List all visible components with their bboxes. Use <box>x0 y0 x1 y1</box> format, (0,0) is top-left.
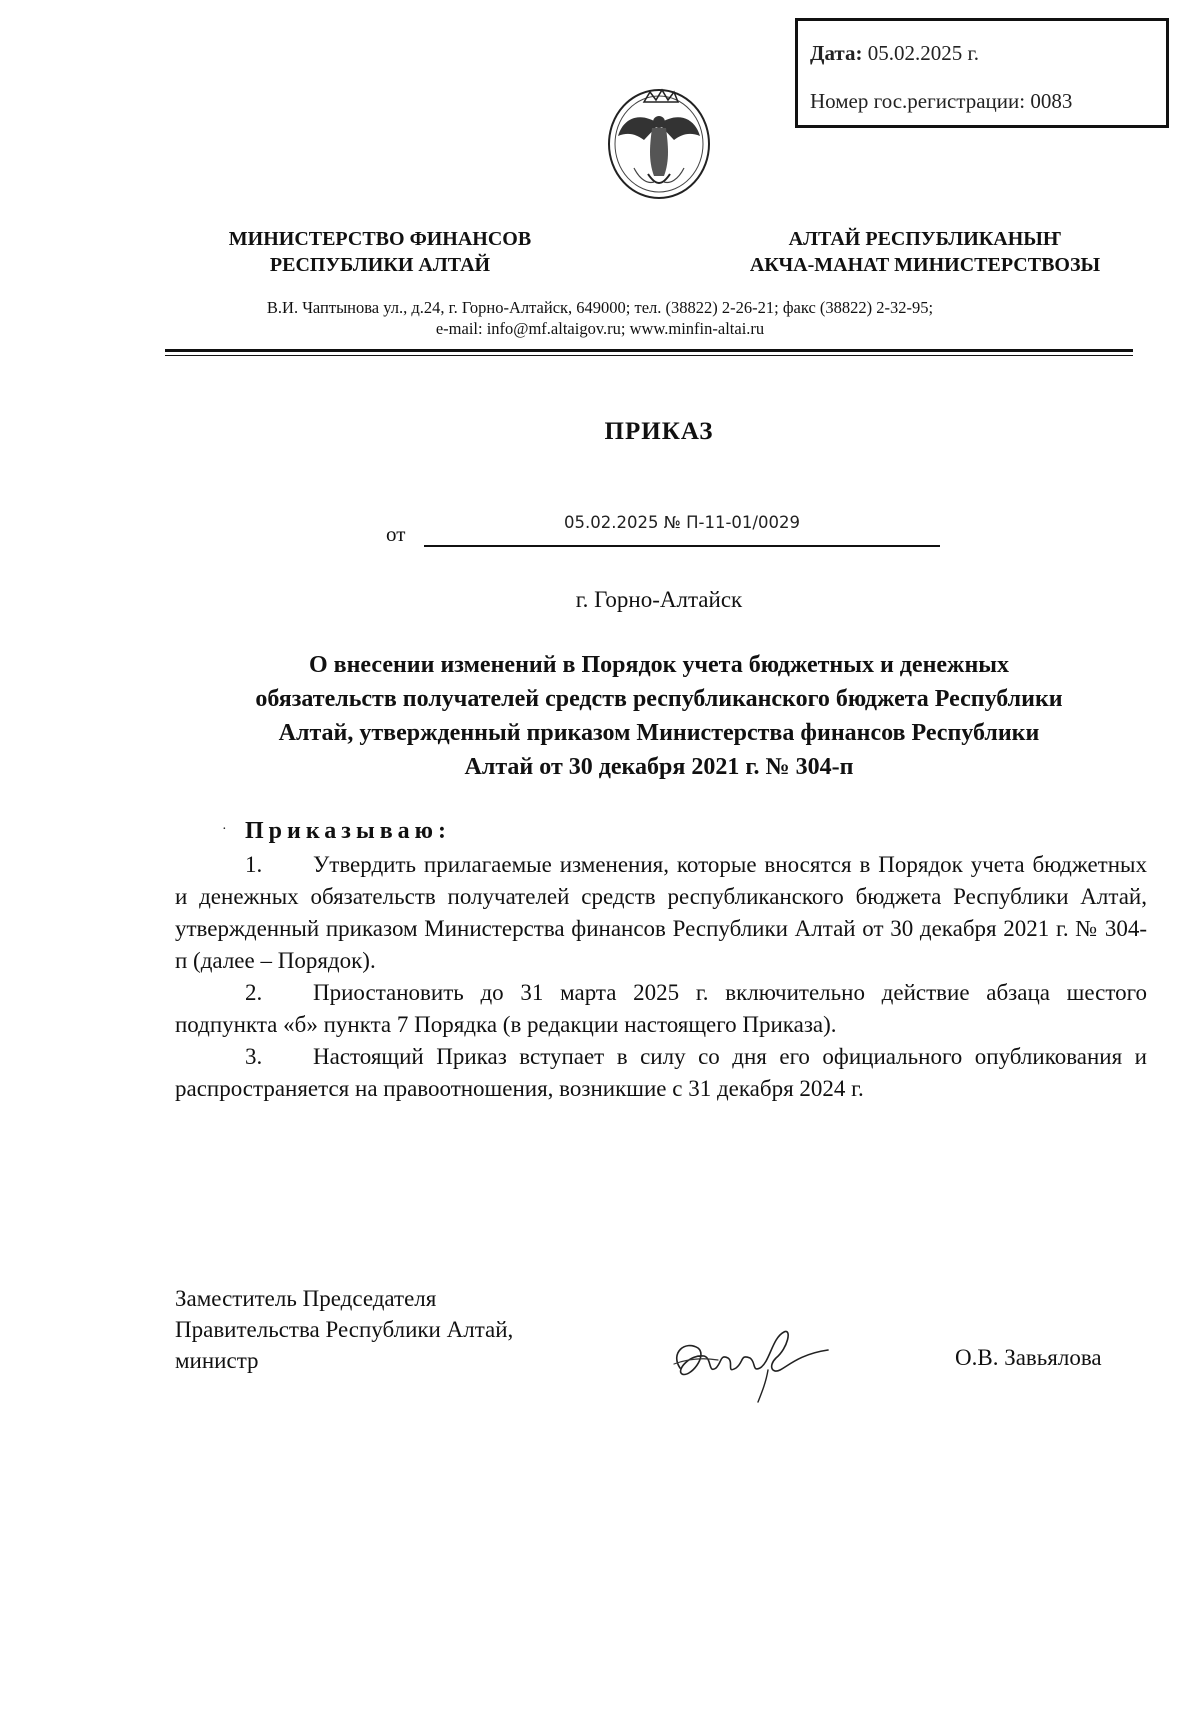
document-title <box>160 648 1158 784</box>
date-underline <box>424 545 940 547</box>
margin-dot: · <box>222 822 227 837</box>
title-line: Алтай, утвержденный приказом Министерства финансов Республики <box>278 720 1040 746</box>
ministry-address <box>150 297 1050 339</box>
order-item-number: 2. <box>245 980 263 1005</box>
title-line: О внесении изменений в Порядок учета бюджетных и денежных <box>308 652 1010 678</box>
header-divider-thin <box>165 355 1133 356</box>
document-city: г. Горно-Алтайск <box>575 587 743 612</box>
order-item-number: 1. <box>245 852 263 877</box>
signer-position-line1: Заместитель Председателя <box>175 1286 437 1311</box>
order-item-number: 3. <box>245 1044 263 1069</box>
signer-position <box>175 1283 513 1376</box>
ministry-name-altai-line1: АЛТАЙ РЕСПУБЛИКАНЫҤ <box>788 228 1062 250</box>
registration-stamp <box>795 18 1169 128</box>
ministry-name-russian <box>200 226 560 278</box>
header-divider-thick <box>165 349 1133 352</box>
order-item <box>175 1041 1147 1105</box>
ministry-name-russian-line1: МИНИСТЕРСТВО ФИНАНСОВ <box>228 228 532 250</box>
order-item-text: Приостановить до 31 марта 2025 г. включительно действие абзаца шестого подпункта «б» пункта 7 Порядка (в редакции настоящего Приказа). <box>175 980 1147 1037</box>
registration-date-value: 05.02.2025 г. <box>867 41 979 65</box>
registration-date-label: Дата: <box>810 41 863 65</box>
ministry-name-altai <box>715 226 1135 278</box>
title-line: обязательств получателей средств республиканского бюджета Республики <box>255 686 1063 712</box>
registration-number-row <box>810 89 1072 114</box>
registration-number-value: 0083 <box>1030 89 1073 113</box>
document-date-number: 05.02.2025 № П-11-01/0029 <box>564 513 800 532</box>
coat-of-arms-icon <box>604 84 714 200</box>
address-line2: e-mail: info@mf.altaigov.ru; www.minfin-altai.ru <box>435 319 765 338</box>
order-items <box>175 849 1147 1105</box>
signer-position-line2: Правительства Республики Алтай, <box>175 1317 514 1342</box>
registration-date-row <box>810 41 979 66</box>
order-item <box>175 849 1147 977</box>
signer-position-line3: министр <box>175 1348 259 1373</box>
registration-number-label: Номер гос.регистрации: <box>810 89 1026 113</box>
ministry-name-altai-line2: АКЧА-МАНАТ МИНИСТЕРСТВОЗЫ <box>749 254 1101 276</box>
order-word: Приказываю: <box>245 818 451 844</box>
title-line: Алтай от 30 декабря 2021 г. № 304-п <box>464 754 854 780</box>
order-item <box>175 977 1147 1041</box>
document-type: ПРИКАЗ <box>604 418 714 445</box>
order-item-text: Настоящий Приказ вступает в силу со дня его официального опубликования и распространяется на правоотношения, возникшие с 31 декабря 2024 г. <box>175 1044 1147 1101</box>
order-item-text: Утвердить прилагаемые изменения, которые вносятся в Порядок учета бюджетных и денежных обязательств получателей средств республиканского бюджета Республики Алтай, утвержденный приказом Министерства финансов Республики Алтай от 30 декабря 2021 г. № 304-п (далее – Порядок). <box>175 852 1147 973</box>
address-line1: В.И. Чаптынова ул., д.24, г. Горно-Алтайск, 649000; тел. (38822) 2-26-21; факс (38822) 2-32-95; <box>266 298 934 317</box>
handwritten-signature-icon <box>660 1318 840 1408</box>
signer-name: О.В. Завьялова <box>955 1345 1102 1370</box>
ministry-name-russian-line2: РЕСПУБЛИКИ АЛТАЙ <box>269 254 491 276</box>
date-prefix: от <box>386 522 406 546</box>
